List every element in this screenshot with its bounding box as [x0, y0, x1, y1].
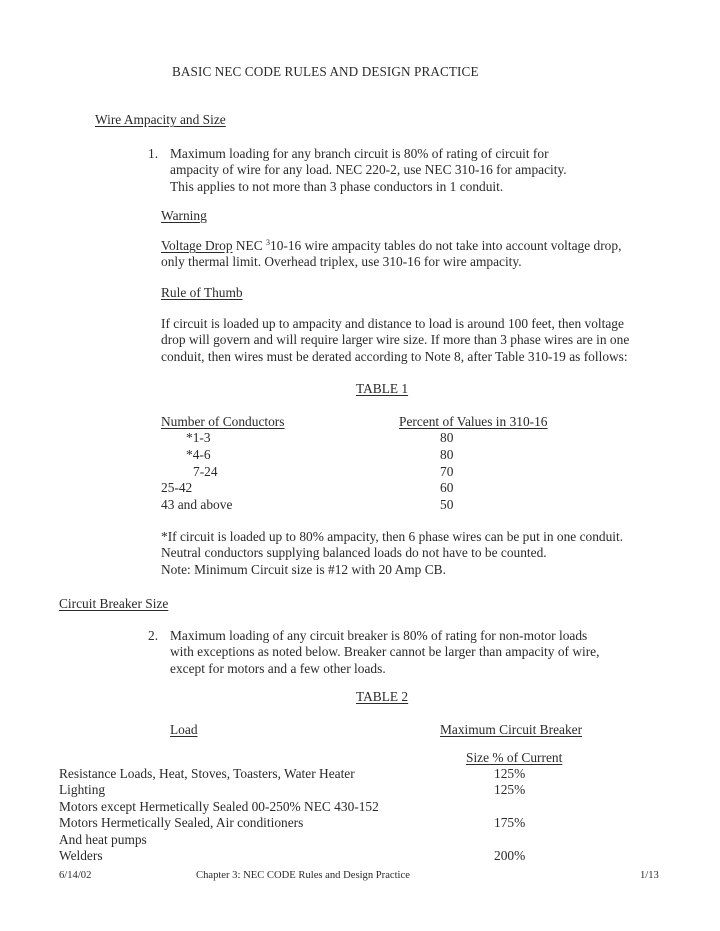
table-2-row-load: And heat pumps: [59, 832, 147, 847]
warning-label: Warning: [161, 208, 207, 223]
table-2-title: TABLE 2: [356, 689, 409, 704]
voltage-drop-nec: NEC: [232, 238, 267, 253]
voltage-drop-label: Voltage Drop: [161, 238, 233, 253]
table-2-row-load: Motors Hermetically Sealed, Air conditioners: [59, 815, 304, 830]
rule-line: conduit, then wires must be derated according to Note 8, after Table 310-19 as follows:: [161, 348, 628, 364]
item-1-text: [170, 146, 567, 195]
table-1-row-percent: 50: [440, 497, 454, 512]
table-1-title: TABLE 1: [356, 381, 409, 396]
table-1-note: Neutral conductors supplying balanced loads do not have to be counted.: [161, 545, 547, 561]
item-2-line: Maximum loading of any circuit breaker is 80% of rating for non-motor loads: [170, 628, 588, 643]
voltage-drop-superscript: 3: [266, 238, 271, 247]
footer-date: 6/14/02: [59, 870, 92, 881]
table-1-row-conductors: *4-6: [186, 447, 211, 462]
voltage-drop-line: only thermal limit. Overhead triplex, use 310-16 for wire ampacity.: [161, 254, 522, 270]
voltage-drop-rest: 10-16 wire ampacity tables do not take into account voltage drop,: [270, 238, 622, 253]
footer-chapter: Chapter 3: NEC CODE Rules and Design Practice: [196, 870, 410, 881]
rule-of-thumb-label: Rule of Thumb: [161, 285, 243, 300]
section-heading-wire-ampacity: Wire Ampacity and Size: [95, 112, 226, 127]
item-2-line: except for motors and a few other loads.: [170, 660, 386, 676]
item-1-line: This applies to not more than 3 phase conductors in 1 conduit.: [170, 178, 504, 194]
table-1-row-conductors: *1-3: [186, 430, 211, 445]
table-2-row-load: Welders: [59, 848, 103, 863]
table-1-row-conductors: 7-24: [193, 464, 218, 479]
rule-line: If circuit is loaded up to ampacity and distance to load is around 100 feet, then voltage: [161, 316, 624, 331]
table-1-notes: [161, 529, 623, 578]
item-2-line: with exceptions as noted below. Breaker cannot be larger than ampacity of wire,: [170, 644, 600, 660]
item-1-line: Maximum loading for any branch circuit is 80% of rating of circuit for: [170, 146, 549, 161]
item-1-line: ampacity of wire for any load. NEC 220-2, use NEC 310-16 for ampacity.: [170, 162, 567, 178]
section-heading-circuit-breaker: Circuit Breaker Size: [59, 596, 169, 611]
voltage-drop-line: [161, 238, 621, 254]
table-2-row-load: Motors except Hermetically Sealed 00-250% NEC 430-152: [59, 799, 379, 814]
table-2-row-size: 200%: [494, 848, 526, 863]
table-1-row-percent: 60: [440, 480, 454, 495]
table-1-row-conductors: 25-42: [161, 480, 193, 495]
rule-line: drop will govern and will require larger wire size. If more than 3 phase wires are in one: [161, 332, 630, 348]
table-1-note: Note: Minimum Circuit size is #12 with 20 Amp CB.: [161, 561, 446, 577]
table-1-row-percent: 80: [440, 447, 454, 462]
table-2-header-breaker-sub: Size % of Current: [466, 750, 563, 765]
table-1-header-percent: Percent of Values in 310-16: [399, 414, 548, 429]
table-2-row-size: 125%: [494, 766, 526, 781]
item-number-2: 2.: [148, 628, 159, 643]
table-2-header-load: Load: [170, 722, 198, 737]
table-2-row-size: 125%: [494, 782, 526, 797]
table-2-row-load: Resistance Loads, Heat, Stoves, Toasters, Water Heater: [59, 766, 355, 781]
table-2-row-size: 175%: [494, 815, 526, 830]
page-title: BASIC NEC CODE RULES AND DESIGN PRACTICE: [172, 64, 479, 79]
table-1-row-conductors: 43 and above: [161, 497, 233, 512]
table-1-header-conductors: Number of Conductors: [161, 414, 285, 429]
rule-of-thumb-paragraph: [161, 316, 629, 365]
item-number-1: 1.: [148, 146, 159, 161]
footer-page-number: 1/13: [640, 870, 659, 881]
table-1-row-percent: 70: [440, 464, 454, 479]
table-2-row-load: Lighting: [59, 782, 106, 797]
table-1-row-percent: 80: [440, 430, 454, 445]
table-2-header-breaker: Maximum Circuit Breaker: [440, 722, 583, 737]
voltage-drop-paragraph: [161, 238, 621, 271]
item-2-text: [170, 628, 599, 677]
table-1-note: *If circuit is loaded up to 80% ampacity, then 6 phase wires can be put in one conduit.: [161, 529, 624, 544]
